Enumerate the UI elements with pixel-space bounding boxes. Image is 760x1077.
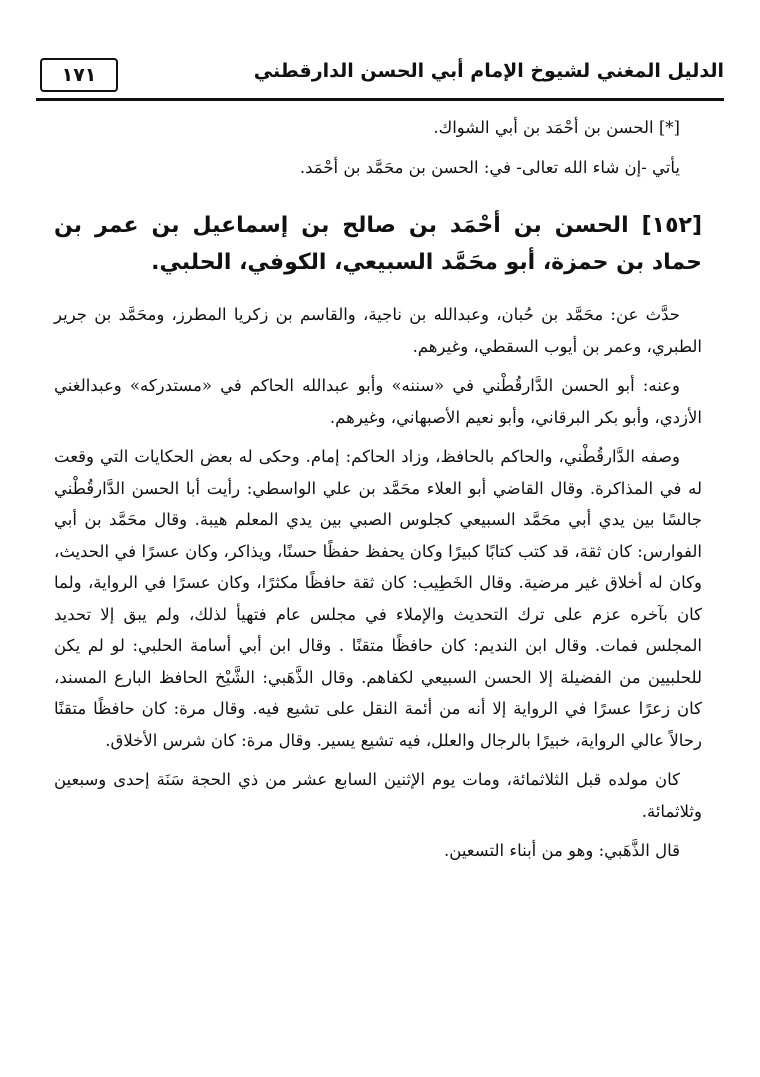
cross-reference-entry: [*] الحسن بن أحْمَد بن أبي الشواك. (433, 118, 680, 137)
page-number: ١٧١ (40, 58, 118, 92)
students-paragraph: وعنه: أبو الحسن الدَّارقُطْني في «سننه» وأبو عبدالله الحاكم في «مستدركه» وعبدالغني الأزدي، وأبو بكر البرقاني، وأبو نعيم الأصبهاني، وغيرهم. (54, 376, 702, 427)
cross-reference-note: يأتي -إن شاء الله تعالى- في: الحسن بن محَمَّد بن أحْمَد. (299, 157, 680, 177)
birth-death-paragraph: كان مولده قبل الثلاثمائة، ومات يوم الإثنين السابع عشر من ذي الحجة سَنَة إحدى وسبعين وثلاثمائة. (54, 770, 702, 821)
closing-note: قال الذَّهَبي: وهو من أبناء التسعين. (444, 841, 680, 860)
page-header (36, 54, 724, 101)
teachers-paragraph: حدَّث عن: محَمَّد بن حُبان، وعبدالله بن ناجية، والقاسم بن زكريا المطرز، ومحَمَّد بن جرير الطبري، وعمر بن أيوب السقطي، وغيرهم. (54, 305, 702, 356)
running-title: الدليل المغني لشيوخ الإمام أبي الحسن الدارقطني (253, 60, 724, 82)
biography-heading: [١٥٢] الحسن بن أحْمَد بن صالح بن إسماعيل بن عمر بن حماد بن حمزة، أبو محَمَّد السبيعي، الكوفي، الحلبي. (54, 213, 702, 275)
page-body (54, 112, 702, 875)
assessment-paragraph: وصفه الدَّارقُطْني، والحاكم بالحافظ، وزاد الحاكم: إمام. وحكى له بعض الحكايات التي وقعت له في المذاكرة. وقال القاضي أبو العلاء محَمَّد بن علي الواسطي: رأيت أبا الحسن الدَّارقُطْني جالسًا بين يدي أبي محَمَّد السبيعي كجلوس الصبي بين يدي المعلم هيبة. وقال محَمَّد بن أبي الفوارس: كان ثقة، قد كتب كتابًا كبيرًا وكان يحفظ حفظًا حسنًا، ويذاكر، وكان عسرًا في الحديث، وكان له أخلاق غير مرضية. وقال الخَطِيب: كان ثقة حافظًا مكثرًا، وكان عسرًا في الرواية، ولما كان بآخره عزم على ترك التحديث والإملاء في مجلس عام فتهيأ لذلك، ولم يبق إلا تحديد المجلس فمات. وقال ابن النديم: كان حافظًا متقنًا . وقال ابن أبي أسامة الحلبي: لو لم يكن للحلبيين من الفضيلة إلا الحسن السبيعي لكفاهم. وقال الذَّهَبي: الشَّيْخ الحافظ البارع المسند، كان زعرًا عسرًا في الرواية إلا أنه من أئمة النقل على تشيع فيه. وقال مرة: كان حافظًا متقنًا رحالاً عالي الرواية، خبيرًا بالرجال والعلل، فيه تشيع يسير. وقال مرة: كان شرس الأخلاق. (54, 447, 702, 750)
